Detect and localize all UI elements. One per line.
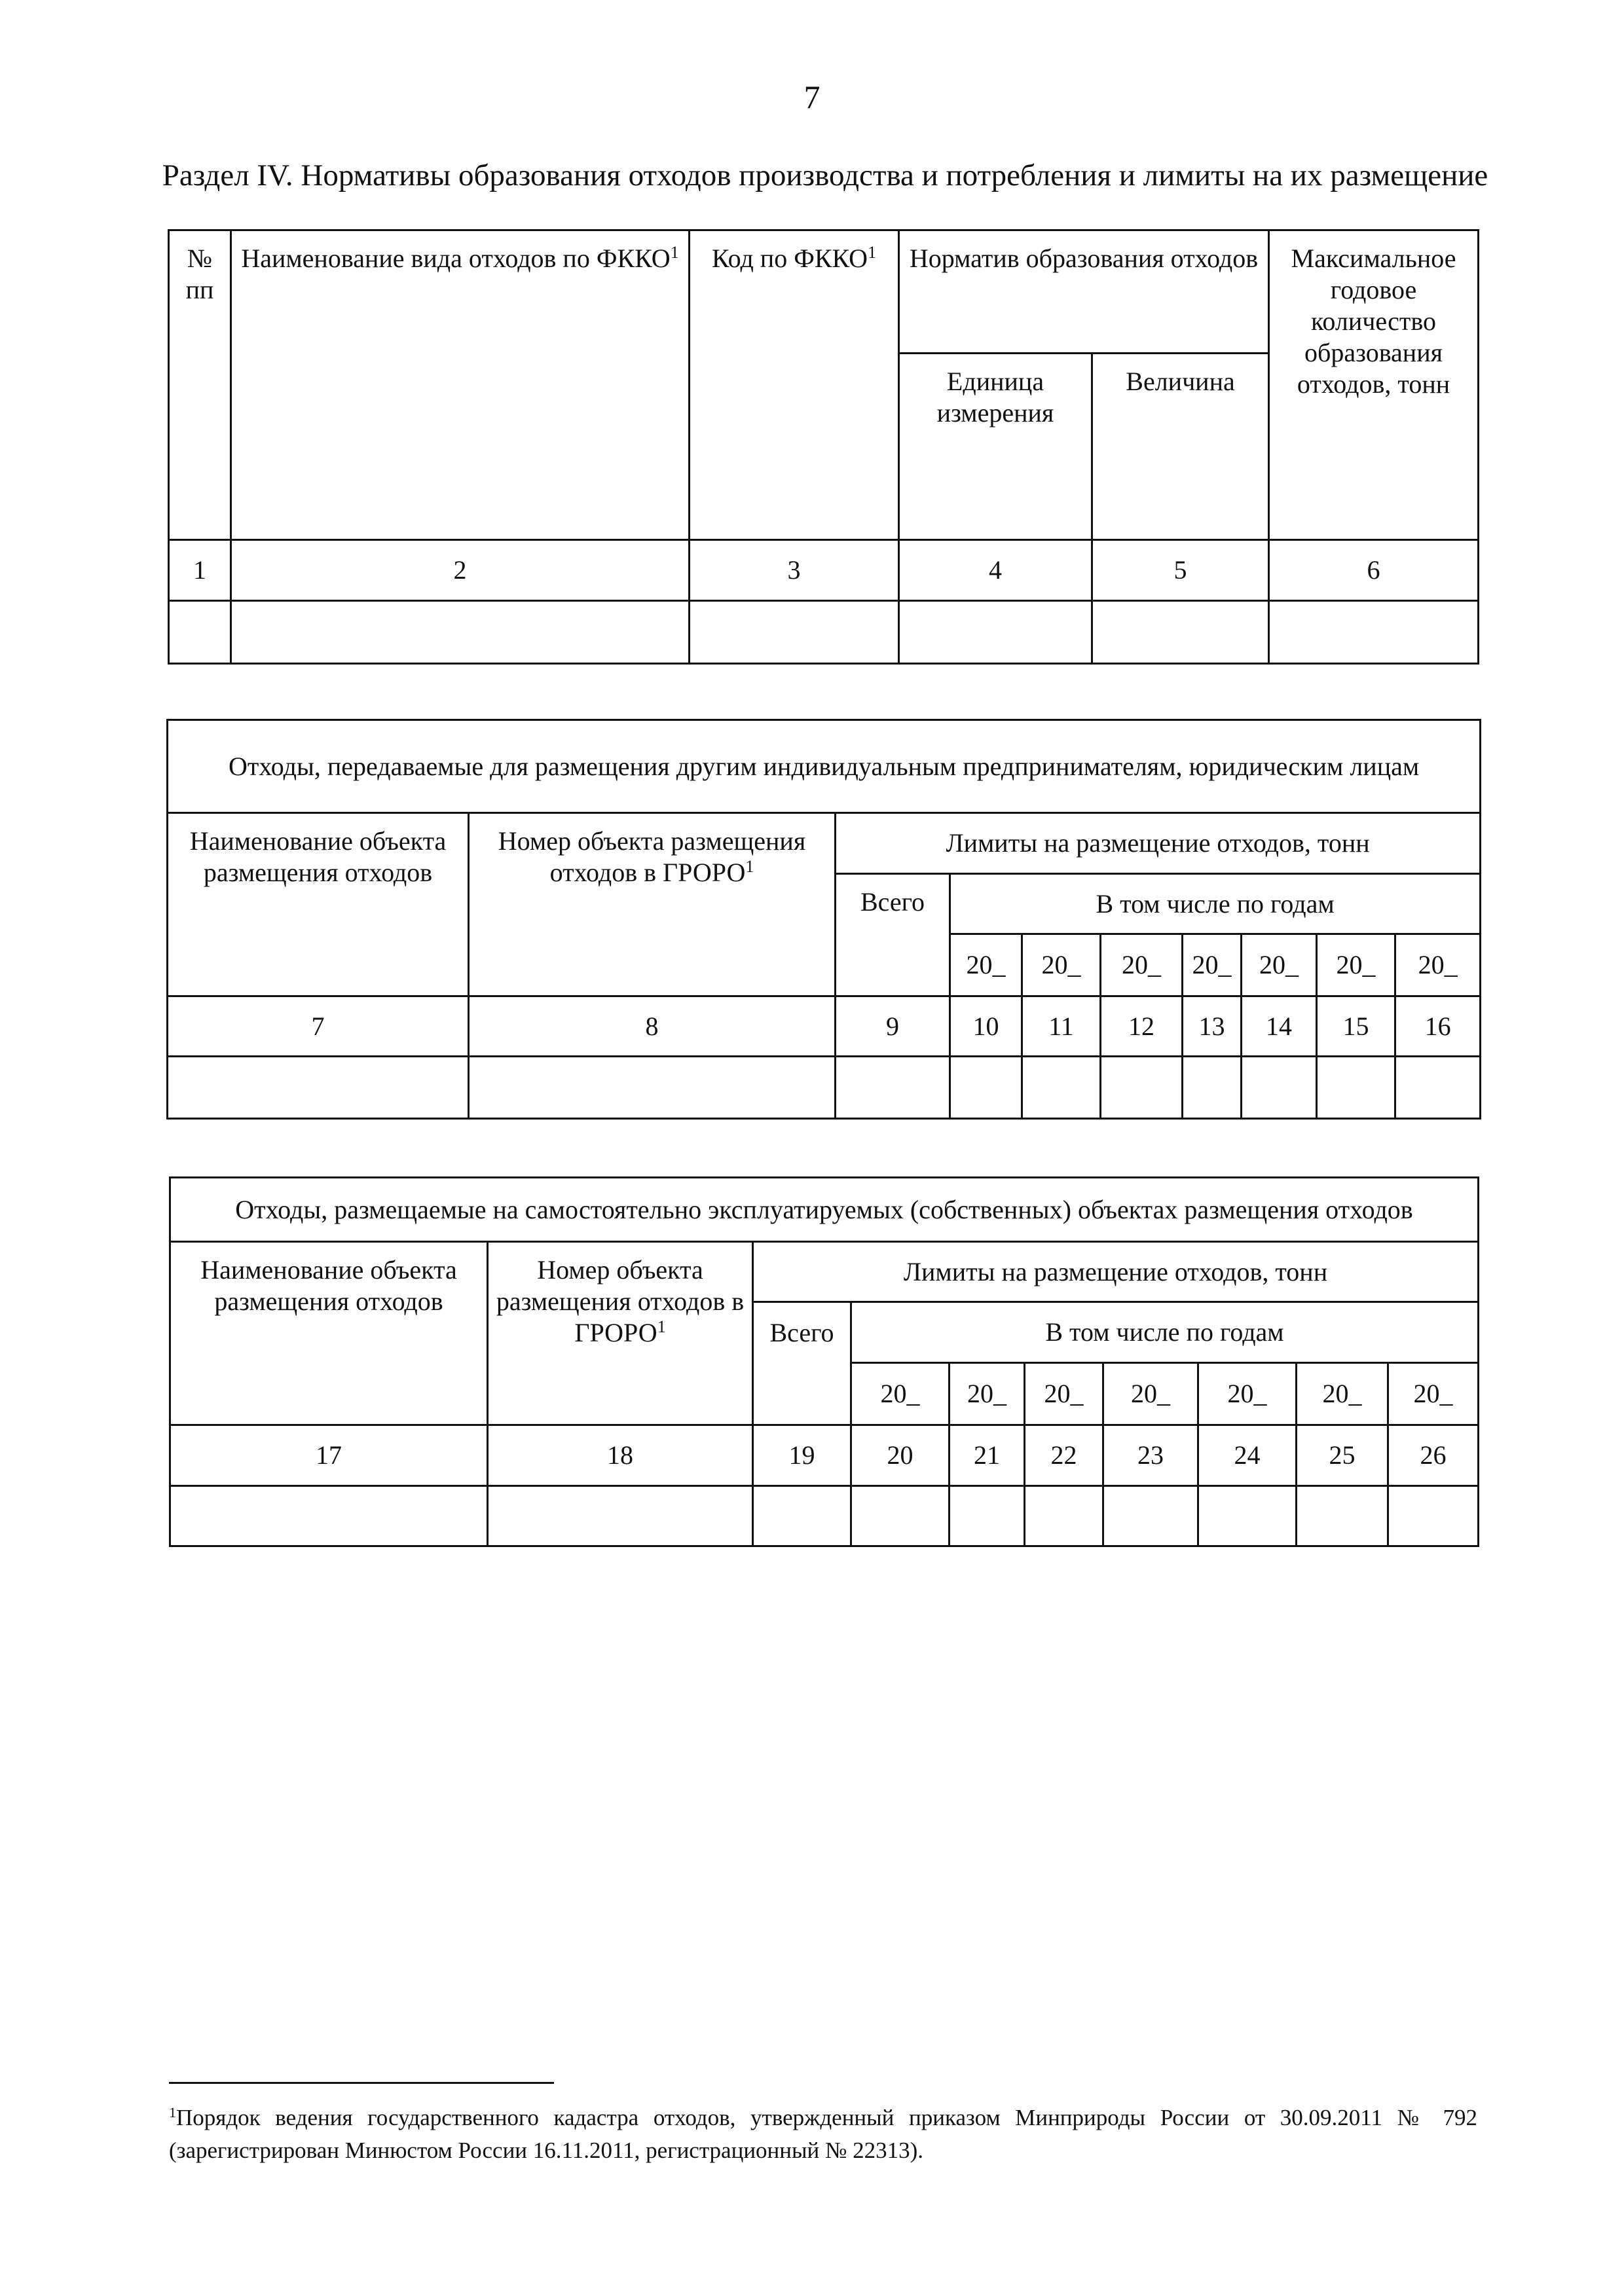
- section-title: Раздел IV. Нормативы образования отходов производства и потребления и лимиты на их размещение: [162, 158, 1488, 192]
- year-cell: 20_: [1025, 1363, 1103, 1425]
- table-row: [168, 1057, 1481, 1119]
- year-cell: 20_: [950, 934, 1022, 996]
- column-number: 2: [231, 540, 690, 601]
- table-cell: [168, 1057, 469, 1119]
- column-number: 17: [170, 1425, 488, 1486]
- table-cell: [836, 1057, 950, 1119]
- table-cell: [1198, 1486, 1297, 1546]
- year-cell: 20_: [1198, 1363, 1297, 1425]
- column-number: 12: [1101, 996, 1183, 1057]
- column-number: 7: [168, 996, 469, 1057]
- column-number: 1: [169, 540, 231, 601]
- year-cell: 20_: [1242, 934, 1317, 996]
- header-norm-group: Норматив образования отходов: [899, 230, 1269, 354]
- column-number: 10: [950, 996, 1022, 1057]
- table-cell: [1022, 1057, 1101, 1119]
- table-cell: [469, 1057, 836, 1119]
- column-number: 8: [469, 996, 836, 1057]
- column-number: 3: [690, 540, 899, 601]
- own-facility-waste-limits-table: [169, 1176, 1479, 1547]
- table-cell: [1242, 1057, 1317, 1119]
- table-cell: [1297, 1486, 1388, 1546]
- header-limits-group: Лимиты на размещение отходов, тонн: [836, 813, 1481, 874]
- column-number: 21: [950, 1425, 1025, 1486]
- year-cell: 20_: [1388, 1363, 1479, 1425]
- header-object-number: Номер объекта размещения отходов в ГРОРО$^1$: [469, 813, 836, 996]
- footnote-text: $^1$Порядок ведения государственного кадастра отходов, утвержденный приказом Минприроды России от 30.09.2011 № 792: [169, 2104, 1477, 2130]
- year-cell: 20_: [1317, 934, 1395, 996]
- year-cell: 20_: [1103, 1363, 1198, 1425]
- footnote-text-continued: (зарегистрирован Минюстом России 16.11.2011, регистрационный № 22313).: [169, 2138, 924, 2163]
- column-number: 23: [1103, 1425, 1198, 1486]
- column-number: 24: [1198, 1425, 1297, 1486]
- column-number: 15: [1317, 996, 1395, 1057]
- table-cell: [1183, 1057, 1242, 1119]
- header-max-annual: Максимальное годовое количество образования отходов, тонн: [1269, 230, 1479, 540]
- year-cell: 20_: [1183, 934, 1242, 996]
- table-cell: [753, 1486, 851, 1546]
- column-number: 14: [1242, 996, 1317, 1057]
- footnote-marker: 1: [169, 2104, 176, 2121]
- header-value: Величина: [1092, 354, 1269, 540]
- year-cell: 20_: [851, 1363, 950, 1425]
- page-number: 7: [803, 79, 821, 115]
- year-cell: 20_: [1022, 934, 1101, 996]
- table-caption: Отходы, передаваемые для размещения другим индивидуальным предпринимателям, юридическим лицам: [168, 720, 1481, 813]
- table-cell: [690, 601, 899, 664]
- table-cell: [169, 601, 231, 664]
- column-number: 19: [753, 1425, 851, 1486]
- year-cell: 20_: [950, 1363, 1025, 1425]
- table-cell: [899, 601, 1092, 664]
- year-cell: 20_: [1395, 934, 1481, 996]
- column-number: 4: [899, 540, 1092, 601]
- header-object-number: Номер объекта размещения отходов в ГРОРО$^1$: [488, 1242, 753, 1425]
- table-cell: [1395, 1057, 1481, 1119]
- header-object-name: Наименование объекта размещения отходов: [170, 1242, 488, 1425]
- column-number: 25: [1297, 1425, 1388, 1486]
- header-waste-name: Наименование вида отходов по ФККО$^1$: [231, 230, 690, 540]
- table-cell: [1269, 601, 1479, 664]
- table-cell: [1388, 1486, 1479, 1546]
- table-cell: [1103, 1486, 1198, 1546]
- column-number: 16: [1395, 996, 1481, 1057]
- year-cell: 20_: [1297, 1363, 1388, 1425]
- table-cell: [950, 1486, 1025, 1546]
- column-number: 5: [1092, 540, 1269, 601]
- header-total: Всего: [753, 1302, 851, 1425]
- header-total: Всего: [836, 874, 950, 996]
- year-cell: 20_: [1101, 934, 1183, 996]
- table-cell: [488, 1486, 753, 1546]
- table-cell: [1092, 601, 1269, 664]
- table-cell: [231, 601, 690, 664]
- table-caption: Отходы, размещаемые на самостоятельно эксплуатируемых (собственных) объектах размещения отходов: [170, 1178, 1479, 1242]
- column-number: 26: [1388, 1425, 1479, 1486]
- header-limits-group: Лимиты на размещение отходов, тонн: [753, 1242, 1479, 1302]
- waste-norms-table: [168, 229, 1479, 665]
- column-number: 11: [1022, 996, 1101, 1057]
- column-number: 6: [1269, 540, 1479, 601]
- table-row: [170, 1486, 1479, 1546]
- header-by-years: В том числе по годам: [851, 1302, 1479, 1363]
- footnote-divider: [169, 2082, 554, 2084]
- header-unit: Единица измерения: [899, 354, 1092, 540]
- table-cell: [950, 1057, 1022, 1119]
- table-cell: [170, 1486, 488, 1546]
- column-number: 9: [836, 996, 950, 1057]
- column-number: 18: [488, 1425, 753, 1486]
- header-object-name: Наименование объекта размещения отходов: [168, 813, 469, 996]
- header-by-years: В том числе по годам: [950, 874, 1481, 934]
- table-row: [169, 601, 1479, 664]
- table-cell: [1317, 1057, 1395, 1119]
- header-fkko-code: Код по ФККО$^1$: [690, 230, 899, 540]
- header-number: № пп: [169, 230, 231, 540]
- column-number: 20: [851, 1425, 950, 1486]
- table-cell: [851, 1486, 950, 1546]
- column-number: 13: [1183, 996, 1242, 1057]
- transferred-waste-limits-table: [166, 719, 1481, 1120]
- column-number: 22: [1025, 1425, 1103, 1486]
- table-cell: [1101, 1057, 1183, 1119]
- table-cell: [1025, 1486, 1103, 1546]
